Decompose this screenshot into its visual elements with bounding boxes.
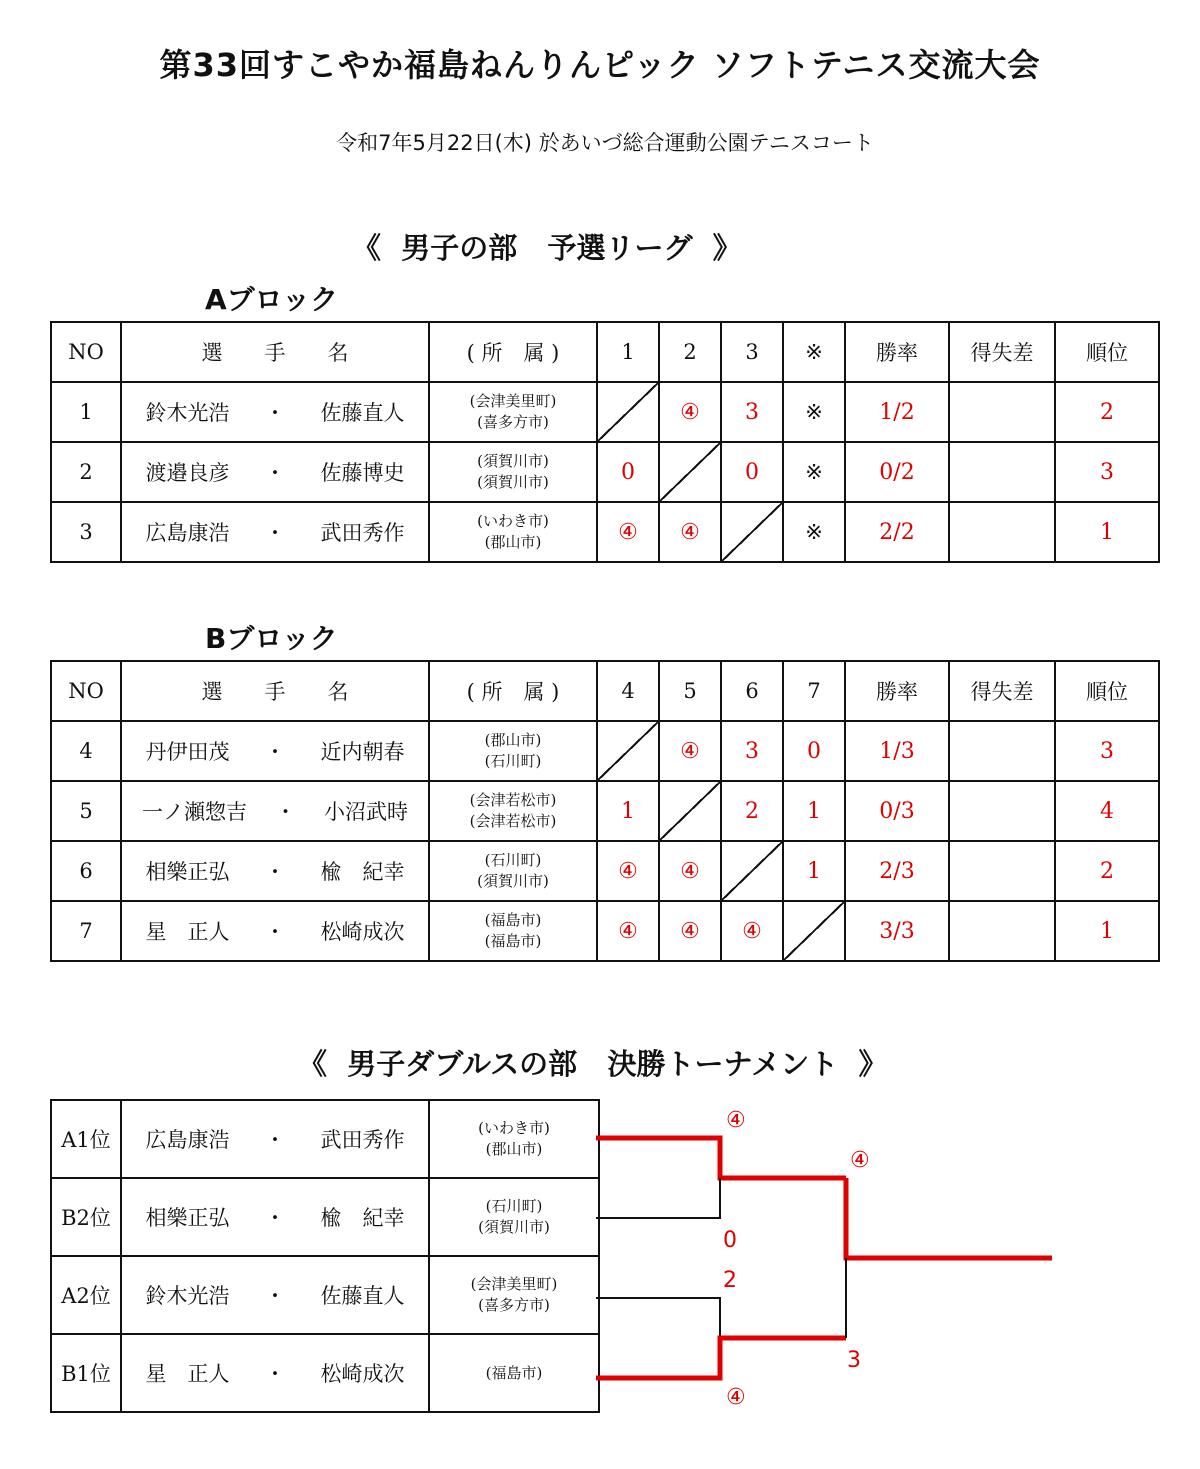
affiliation-1: (福島市): [484, 911, 542, 929]
score-sf2-top: 2: [723, 1268, 737, 1293]
player-2: 小沼武時: [324, 800, 408, 824]
affiliation-2: (石川町): [484, 752, 542, 770]
header-point-diff: 得失差: [949, 661, 1055, 721]
mark-cell: ※: [783, 502, 845, 562]
bracket-line-final-top: [846, 1178, 1052, 1258]
final-heading: 《 男子ダブルスの部 決勝トーナメント 》: [298, 1047, 888, 1081]
separator: ・: [264, 1284, 286, 1308]
player-2: 楡 紀幸: [320, 860, 405, 884]
block-a-label: Aブロック: [205, 283, 339, 316]
player-1: 相樂正弘: [145, 1206, 230, 1230]
affiliation-1: (石川町): [484, 851, 542, 869]
win-rate: 1/2: [845, 382, 949, 442]
player-2: 武田秀作: [320, 1128, 405, 1152]
row-no: 7: [51, 901, 121, 961]
league-heading: 《 男子の部 予選リーグ 》: [352, 231, 742, 265]
page-title: 第33回すこやか福島ねんりんピック ソフトテニス交流大会: [159, 46, 1041, 84]
row-no: 2: [51, 442, 121, 502]
result-cell: ④: [659, 382, 721, 442]
win-rate: 0/3: [845, 781, 949, 841]
mark-cell: ※: [783, 442, 845, 502]
player-1: 広島康浩: [145, 1128, 230, 1152]
header-rank: 順位: [1055, 661, 1159, 721]
result-cell: ④: [721, 901, 783, 961]
mark-cell: ※: [783, 382, 845, 442]
player-2: 松崎成次: [320, 920, 405, 944]
result-cell: ④: [597, 502, 659, 562]
player-2: 佐藤直人: [320, 1284, 405, 1308]
result-cell: 1: [783, 781, 845, 841]
header-affiliation: ( 所 属 ): [429, 661, 597, 721]
player-2: 楡 紀幸: [320, 1206, 405, 1230]
player-2: 佐藤直人: [320, 401, 405, 425]
player-1: 広島康浩: [145, 521, 230, 545]
seed: B2位: [51, 1178, 121, 1256]
affiliation-2: (喜多方市): [477, 413, 549, 431]
result-cell: 3: [721, 382, 783, 442]
win-rate: 2/2: [845, 502, 949, 562]
separator: ・: [264, 1362, 286, 1386]
header-col-4: 4: [597, 661, 659, 721]
header-col-3: 3: [721, 322, 783, 382]
row-no: 6: [51, 841, 121, 901]
player-1: 渡邉良彦: [145, 461, 230, 485]
affiliation-1: (会津美里町): [470, 1275, 558, 1293]
rank: 1: [1055, 901, 1159, 961]
score-sf1-top: ④: [726, 1108, 746, 1133]
result-cell: ④: [659, 721, 721, 781]
separator: ・: [264, 1128, 286, 1152]
result-cell: 1: [783, 841, 845, 901]
score-final-top: ④: [850, 1148, 870, 1173]
separator: ・: [264, 1206, 286, 1230]
win-rate: 1/3: [845, 721, 949, 781]
header-win-rate: 勝率: [845, 661, 949, 721]
header-col-6: 6: [721, 661, 783, 721]
affiliation-1: (郡山市): [484, 731, 542, 749]
row-no: 3: [51, 502, 121, 562]
result-cell: 0: [597, 442, 659, 502]
bracket-line-b2: [596, 1178, 720, 1218]
win-rate: 3/3: [845, 901, 949, 961]
player-1: 相樂正弘: [145, 860, 230, 884]
row-no: 5: [51, 781, 121, 841]
rank: 3: [1055, 721, 1159, 781]
affiliation-2: (郡山市): [484, 533, 542, 551]
seed: A1位: [51, 1100, 121, 1178]
header-col-5: 5: [659, 661, 721, 721]
seed: B1位: [51, 1334, 121, 1412]
rank: 3: [1055, 442, 1159, 502]
result-cell: ④: [659, 841, 721, 901]
player-2: 近内朝春: [320, 740, 405, 764]
affiliation-2: (須賀川市): [478, 1218, 550, 1236]
score-sf1-bottom: 0: [723, 1228, 737, 1253]
result-cell: ④: [597, 901, 659, 961]
affiliation-2: (喜多方市): [478, 1296, 550, 1314]
affiliation-1: (須賀川市): [477, 452, 549, 470]
player-1: 鈴木光浩: [145, 401, 230, 425]
header-win-rate: 勝率: [845, 322, 949, 382]
player-1: 星 正人: [145, 920, 230, 944]
row-no: 1: [51, 382, 121, 442]
player-1: 鈴木光浩: [145, 1284, 230, 1308]
header-rank: 順位: [1055, 322, 1159, 382]
separator: ・: [264, 521, 286, 545]
bracket-line-b1-win: [596, 1338, 846, 1378]
affiliation-1: (会津美里町): [469, 392, 557, 410]
header-name: 選 手 名: [121, 322, 429, 382]
result-cell: ④: [659, 901, 721, 961]
affiliation-1: (会津若松市): [469, 791, 557, 809]
player-1: 丹伊田茂: [145, 740, 230, 764]
player-1: 星 正人: [145, 1362, 230, 1386]
separator: ・: [264, 461, 286, 485]
score-final-bottom: 3: [847, 1348, 861, 1373]
player-2: 佐藤博史: [320, 461, 405, 485]
header-no: NO: [51, 322, 121, 382]
result-cell: 3: [721, 721, 783, 781]
header-point-diff: 得失差: [949, 322, 1055, 382]
header-col-1: 1: [597, 322, 659, 382]
result-cell: 0: [721, 442, 783, 502]
result-cell: 1: [597, 781, 659, 841]
score-sf2-bottom: ④: [726, 1385, 746, 1410]
win-rate: 0/2: [845, 442, 949, 502]
header-mark: ※: [783, 322, 845, 382]
seed: A2位: [51, 1256, 121, 1334]
separator: ・: [264, 401, 286, 425]
page-subtitle: 令和7年5月22日(木) 於あいづ総合運動公園テニスコート: [336, 131, 874, 155]
rank: 1: [1055, 502, 1159, 562]
bracket-line-a2: [596, 1298, 720, 1338]
block-b-label: Bブロック: [205, 622, 338, 655]
header-col-7: 7: [783, 661, 845, 721]
affiliation-1: (いわき市): [477, 512, 549, 530]
result-cell: ④: [659, 502, 721, 562]
result-cell: 0: [783, 721, 845, 781]
separator: ・: [275, 800, 296, 824]
player-2: 松崎成次: [320, 1362, 405, 1386]
player-1: 一ノ瀬惣吉: [142, 800, 247, 824]
affiliation-1: (石川町): [485, 1197, 543, 1215]
affiliation-2: (会津若松市): [469, 812, 557, 830]
affiliation-1: (福島市): [485, 1363, 543, 1382]
row-no: 4: [51, 721, 121, 781]
affiliation-1: (いわき市): [478, 1119, 550, 1137]
rank: 4: [1055, 781, 1159, 841]
player-2: 武田秀作: [320, 521, 405, 545]
affiliation-2: (須賀川市): [477, 872, 549, 890]
result-cell: ④: [597, 841, 659, 901]
separator: ・: [264, 740, 286, 764]
rank: 2: [1055, 382, 1159, 442]
header-no: NO: [51, 661, 121, 721]
result-cell: 2: [721, 781, 783, 841]
header-affiliation: ( 所 属 ): [429, 322, 597, 382]
affiliation-2: (須賀川市): [477, 473, 549, 491]
win-rate: 2/3: [845, 841, 949, 901]
affiliation-2: (福島市): [484, 932, 542, 950]
affiliation-2: (郡山市): [485, 1140, 543, 1158]
separator: ・: [264, 920, 286, 944]
header-col-2: 2: [659, 322, 721, 382]
rank: 2: [1055, 841, 1159, 901]
separator: ・: [264, 860, 286, 884]
header-name: 選 手 名: [121, 661, 429, 721]
bracket-line-a1-win: [596, 1138, 846, 1178]
